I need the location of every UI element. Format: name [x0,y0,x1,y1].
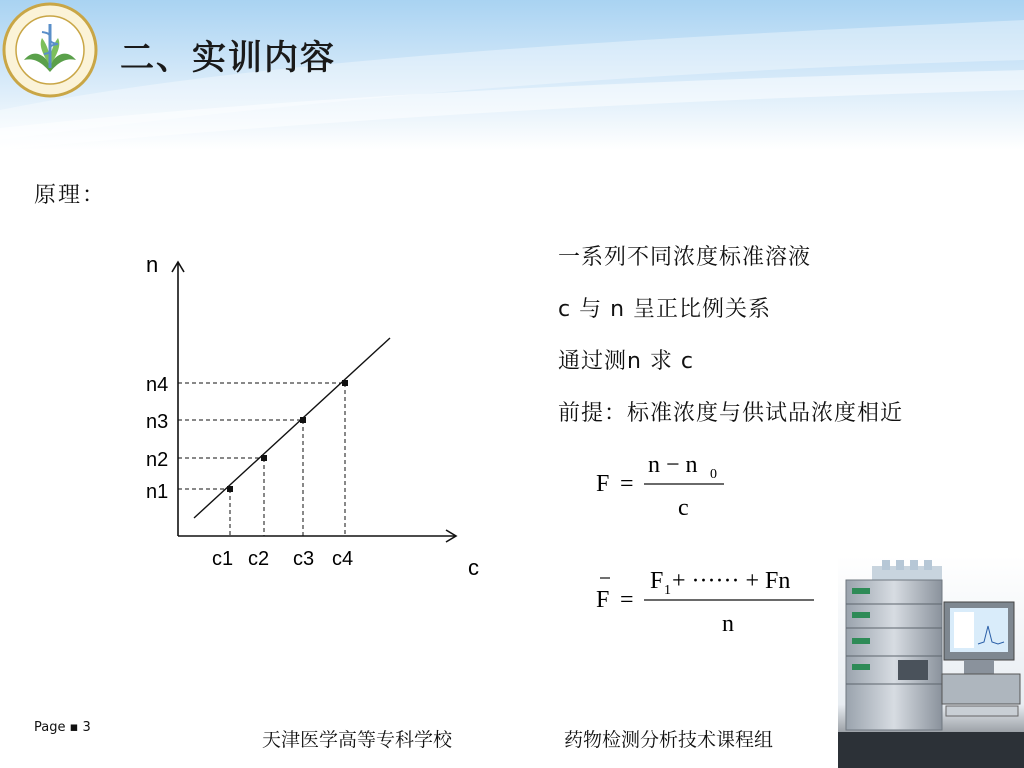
formula-f-mean [596,568,814,637]
x-tick-c2: c2 [248,548,270,570]
footer-school: 天津医学高等专科学校 [262,729,453,751]
svg-text:F: F [650,568,664,594]
footer-course-group: 药物检测分析技术课程组 [564,729,774,751]
hplc-instrument-photo [838,556,1024,768]
svg-text:0: 0 [710,467,717,482]
svg-text:n: n [722,611,734,637]
svg-text:+ ······ + Fn: + ······ + Fn [672,568,791,594]
y-tick-n3: n3 [146,411,169,433]
y-tick-n4: n4 [146,374,169,396]
principle-points [558,232,903,440]
point-text-2: c 与 n 呈正比例关系 [558,297,772,322]
calibration-graph [140,240,500,590]
formula-f [596,452,724,521]
y-tick-n2: n2 [146,449,169,471]
svg-text:F: F [596,471,610,497]
x-axis-label: c [468,555,479,580]
x-tick-c4: c4 [332,548,354,570]
y-tick-n1: n1 [146,481,169,503]
school-logo [2,2,98,98]
point-4 [146,374,353,570]
x-tick-c3: c3 [293,548,315,570]
regression-line [194,338,390,518]
y-axis-label: n [146,252,159,277]
svg-text:=: = [620,471,634,497]
point-text-3: 通过测n 求 c [558,349,695,374]
point-2 [146,449,269,570]
point-text-4: 前提：标准浓度与供试品浓度相近 [558,401,904,426]
page-number: Page ▪ 3 [34,720,91,735]
slide-title: 二、实训内容 [120,38,336,78]
svg-text:1: 1 [664,583,671,598]
svg-text:F: F [596,587,610,613]
svg-text:=: = [620,587,634,613]
svg-text:c: c [678,495,689,521]
point-text-1: 一系列不同浓度标准溶液 [558,245,812,270]
svg-text:n − n: n − n [648,452,698,478]
principle-label: 原理： [34,183,107,208]
formulas [590,445,830,645]
x-tick-c1: c1 [212,548,234,570]
